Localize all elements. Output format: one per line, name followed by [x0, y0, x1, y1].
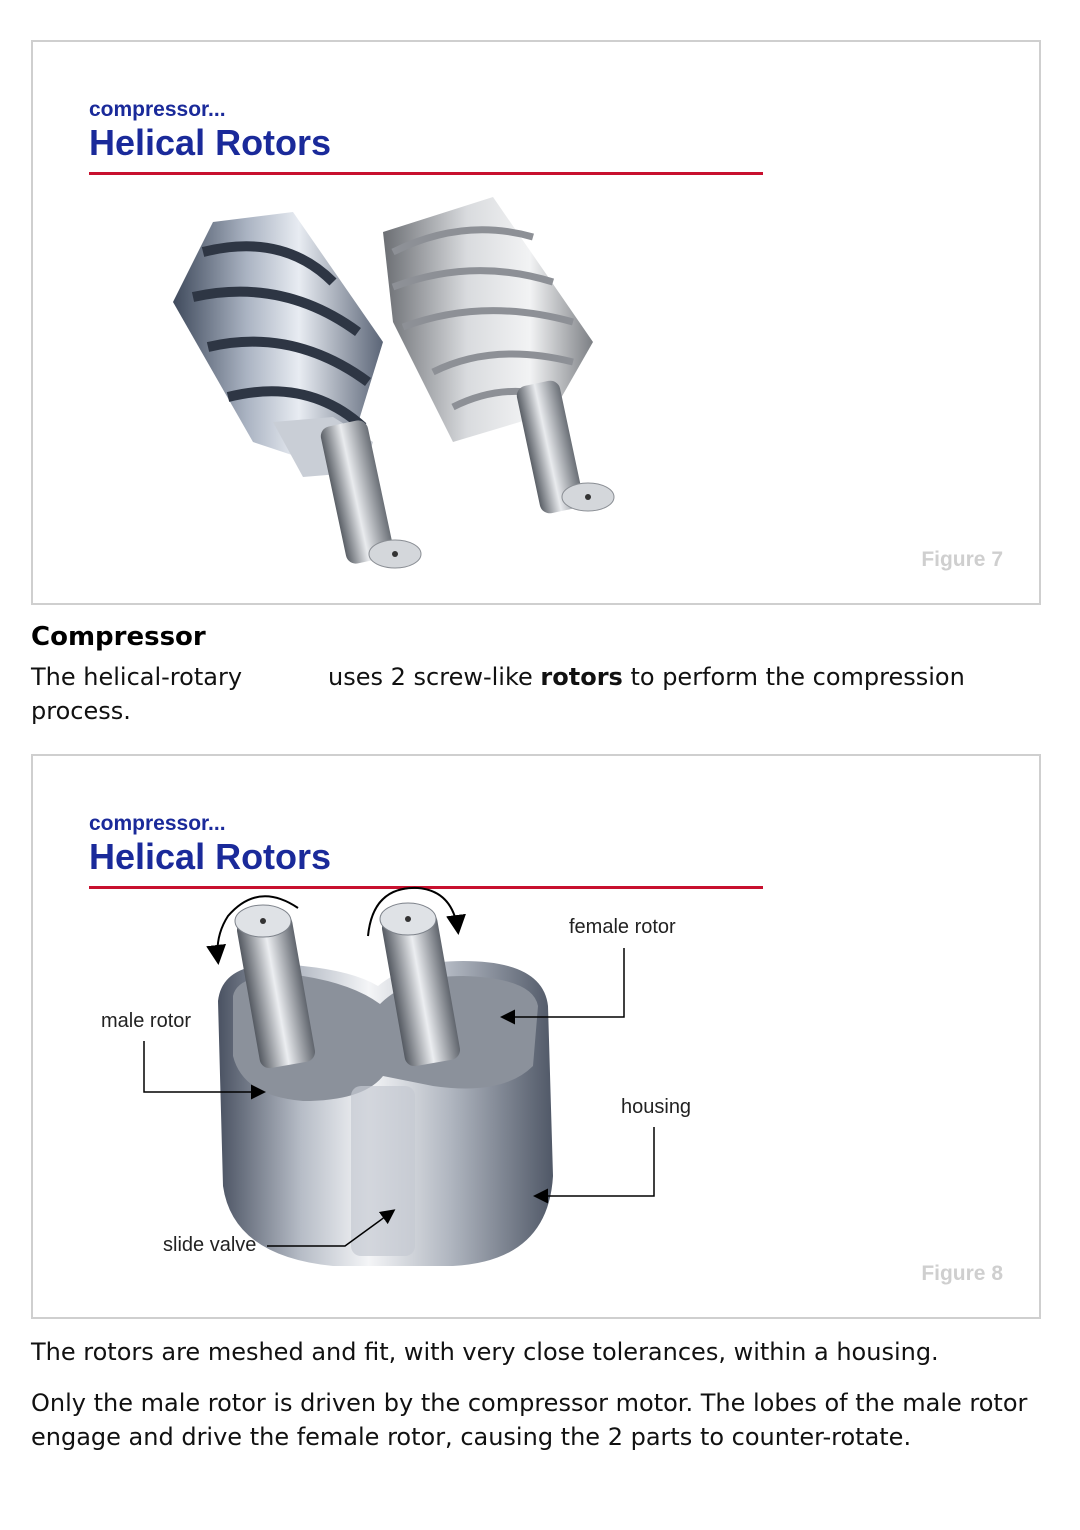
section-heading: Compressor	[31, 622, 206, 652]
figure-7-kicker: compressor...	[89, 98, 226, 121]
housing-leader-icon	[536, 1127, 654, 1196]
figure-7-title-rule	[89, 172, 763, 175]
slide-valve-callout: slide valve	[163, 1234, 257, 1256]
drive-paragraph: Only the male rotor is driven by the compressor motor. The lobes of the male rotor engage and drive the female rotor, causing the 2 parts to counter-rotate.	[31, 1389, 1028, 1451]
figure-8-panel	[31, 754, 1041, 1319]
male-rotor-callout: male rotor	[101, 1010, 192, 1032]
housing-paragraph: The rotors are meshed and fit, with very close tolerances, within a housing.	[31, 1338, 939, 1366]
housing-callout: housing	[621, 1096, 692, 1118]
figure-7-panel	[31, 40, 1041, 605]
figure-8-kicker: compressor...	[89, 812, 226, 835]
female-rotor-callout: female rotor	[569, 916, 676, 938]
intro-paragraph	[31, 660, 1041, 728]
rotors-emphasis: rotors	[540, 663, 623, 691]
figure-7-label: Figure 7	[921, 548, 1003, 571]
figure-7-title: Helical Rotors	[89, 122, 332, 163]
slide-valve-shape	[351, 1086, 415, 1256]
intro-text-start: The helical-rotary	[31, 663, 243, 691]
helical-rotors-photo	[133, 192, 653, 592]
figure-8-title: Helical Rotors	[89, 836, 332, 877]
intro-text-end: to perform the compression process.	[31, 663, 965, 725]
rotor-housing-diagram	[33, 756, 1039, 1317]
intro-text-mid: uses 2 screw-like	[328, 663, 533, 691]
male-rotor-shape	[173, 212, 421, 568]
figure-8-label: Figure 8	[921, 1262, 1003, 1285]
female-rotor-shape	[383, 197, 614, 515]
